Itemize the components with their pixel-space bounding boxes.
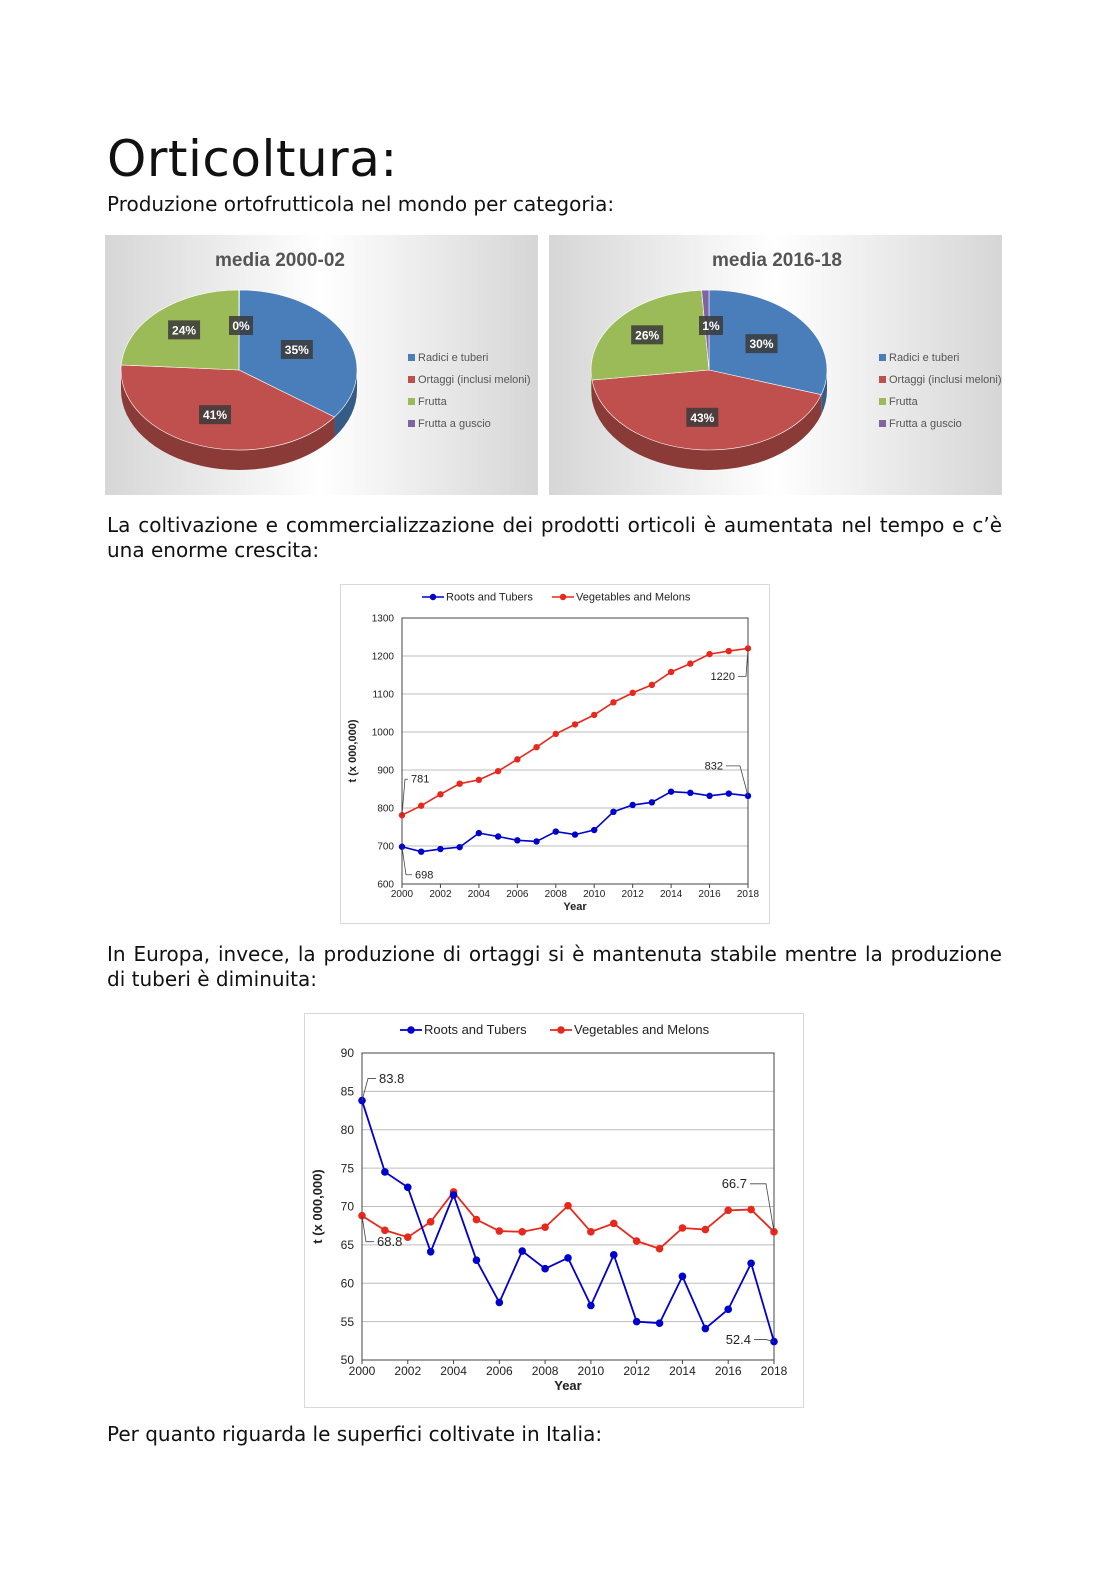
- data-point: [473, 1216, 481, 1224]
- legend-label: Frutta a guscio: [418, 418, 491, 430]
- data-point: [591, 712, 597, 718]
- data-point: [476, 830, 482, 836]
- y-tick-label: 55: [340, 1314, 354, 1329]
- data-point: [418, 803, 424, 809]
- data-point: [533, 838, 539, 844]
- data-point: [587, 1228, 595, 1236]
- data-point: [668, 669, 674, 675]
- data-point: [533, 744, 539, 750]
- legend-swatch: [879, 420, 886, 427]
- x-tick-label: 2010: [583, 889, 606, 900]
- data-point: [427, 1218, 435, 1226]
- data-point: [702, 1325, 710, 1333]
- legend-label: Radici e tuberi: [418, 352, 489, 364]
- data-point: [564, 1202, 572, 1210]
- legend-marker: [407, 1026, 415, 1034]
- data-point: [456, 844, 462, 850]
- legend-label: Ortaggi (inclusi meloni): [889, 374, 1002, 386]
- data-point: [656, 1319, 664, 1327]
- data-point: [495, 833, 501, 839]
- data-point: [427, 1248, 435, 1256]
- y-axis-label: t (x 000,000): [347, 719, 359, 783]
- legend-label: Vegetables and Melons: [574, 1022, 710, 1038]
- data-point: [404, 1184, 412, 1192]
- pie-value-label: 30%: [749, 337, 774, 352]
- data-point: [496, 1299, 504, 1307]
- y-tick-label: 75: [340, 1161, 354, 1176]
- paragraph-europe: In Europa, invece, la produzione di ortaggi si è mantenuta stabile mentre la produzione di tuberi è diminuita:: [107, 942, 1002, 991]
- x-tick-label: 2000: [348, 1364, 376, 1378]
- data-point: [747, 1206, 755, 1214]
- pie-value-label: 0%: [232, 319, 250, 333]
- data-point: [706, 793, 712, 799]
- legend-label: Radici e tuberi: [889, 352, 960, 364]
- data-point: [381, 1168, 389, 1176]
- data-point: [724, 1207, 732, 1215]
- data-point: [656, 1245, 664, 1253]
- paragraph-growth: La coltivazione e commercializzazione dei prodotti orticoli è aumentata nel tempo e c’è una enorme crescita:: [107, 513, 1002, 562]
- x-tick-label: 2018: [760, 1364, 788, 1378]
- legend-swatch: [408, 398, 415, 405]
- data-point: [572, 831, 578, 837]
- y-axis-label: t (x 000,000): [310, 1169, 325, 1244]
- data-point: [629, 690, 635, 696]
- legend-label: Ortaggi (inclusi meloni): [418, 374, 531, 386]
- x-tick-label: 2008: [531, 1364, 559, 1378]
- legend-marker: [557, 1026, 565, 1034]
- pie-value-label: 43%: [690, 410, 715, 425]
- legend-label: Frutta: [889, 396, 918, 408]
- x-tick-label: 2010: [577, 1364, 605, 1378]
- pie-2016-18-title: media 2016-18: [712, 250, 842, 271]
- world-line-chart: [340, 584, 770, 924]
- world-line-chart-svg: [340, 584, 770, 924]
- chart-background: [340, 584, 770, 924]
- annotation-label: 1220: [710, 670, 735, 683]
- x-tick-label: 2012: [621, 889, 644, 900]
- legend-marker: [560, 594, 566, 600]
- data-point: [591, 827, 597, 833]
- europe-line-chart-svg: [304, 1013, 804, 1408]
- y-tick-label: 1000: [371, 727, 394, 739]
- data-point: [726, 648, 732, 654]
- data-point: [610, 809, 616, 815]
- legend-marker: [430, 594, 436, 600]
- data-point: [476, 777, 482, 783]
- legend-label: Frutta a guscio: [889, 418, 962, 430]
- data-point: [518, 1228, 526, 1236]
- legend-swatch: [879, 354, 886, 361]
- legend-swatch: [408, 354, 415, 361]
- data-point: [404, 1233, 412, 1241]
- data-point: [553, 731, 559, 737]
- data-point: [687, 660, 693, 666]
- page-title: Orticoltura:: [107, 130, 398, 188]
- data-point: [726, 790, 732, 796]
- data-point: [679, 1273, 687, 1281]
- x-tick-label: 2004: [467, 889, 491, 900]
- x-tick-label: 2006: [485, 1364, 513, 1378]
- data-point: [702, 1226, 710, 1234]
- x-tick-label: 2018: [736, 889, 760, 900]
- data-point: [541, 1223, 549, 1231]
- x-tick-label: 2012: [623, 1364, 651, 1378]
- y-tick-label: 900: [377, 765, 394, 777]
- data-point: [610, 1220, 618, 1228]
- legend-label: Roots and Tubers: [424, 1022, 527, 1038]
- x-tick-label: 2004: [440, 1364, 467, 1378]
- data-point: [437, 846, 443, 852]
- data-point: [633, 1318, 641, 1326]
- data-point: [649, 799, 655, 805]
- annotation-label: 68.8: [377, 1233, 403, 1249]
- annotation-label: 781: [411, 773, 430, 786]
- data-point: [496, 1227, 504, 1235]
- y-tick-label: 90: [340, 1046, 354, 1061]
- pie-chart-2000-02: [105, 235, 538, 495]
- x-tick-label: 2016: [714, 1364, 742, 1378]
- pie-value-label: 1%: [702, 319, 720, 333]
- data-point: [572, 721, 578, 727]
- legend-swatch: [879, 376, 886, 383]
- pie-value-label: 26%: [635, 328, 660, 343]
- data-point: [706, 651, 712, 657]
- y-tick-label: 800: [377, 803, 394, 815]
- x-tick-label: 2006: [506, 889, 529, 900]
- legend-swatch: [879, 398, 886, 405]
- y-tick-label: 1100: [372, 689, 394, 701]
- x-tick-label: 2014: [669, 1364, 696, 1378]
- y-tick-label: 85: [340, 1084, 354, 1099]
- pie-value-label: 35%: [284, 343, 309, 358]
- data-point: [668, 788, 674, 794]
- y-tick-label: 50: [340, 1353, 354, 1368]
- data-point: [418, 849, 424, 855]
- data-point: [679, 1224, 687, 1232]
- x-tick-label: 2008: [544, 889, 567, 900]
- legend-label: Frutta: [418, 396, 447, 408]
- x-axis-label: Year: [554, 1378, 582, 1393]
- data-point: [610, 699, 616, 705]
- data-point: [649, 682, 655, 688]
- legend-swatch: [408, 376, 415, 383]
- data-point: [473, 1256, 481, 1264]
- data-point: [770, 1338, 778, 1346]
- x-tick-label: 2000: [390, 889, 414, 900]
- annotation-label: 83.8: [379, 1070, 405, 1086]
- x-tick-label: 2014: [659, 889, 683, 900]
- y-tick-label: 1200: [371, 651, 394, 663]
- data-point: [633, 1237, 641, 1245]
- x-tick-label: 2016: [698, 889, 721, 900]
- y-tick-label: 65: [340, 1238, 354, 1253]
- y-tick-label: 600: [377, 879, 394, 891]
- y-tick-label: 80: [340, 1122, 354, 1137]
- y-tick-label: 1300: [371, 613, 394, 625]
- data-point: [587, 1302, 595, 1310]
- paragraph-world-categories: Produzione ortofrutticola nel mondo per categoria:: [107, 192, 615, 216]
- europe-line-chart: [304, 1013, 804, 1408]
- annotation-label: 698: [415, 869, 434, 882]
- x-tick-label: 2002: [394, 1364, 422, 1378]
- y-tick-label: 70: [340, 1199, 354, 1214]
- data-point: [747, 1259, 755, 1267]
- data-point: [564, 1254, 572, 1262]
- legend-label: Vegetables and Melons: [576, 591, 691, 604]
- y-tick-label: 700: [377, 841, 394, 853]
- data-point: [629, 802, 635, 808]
- data-point: [514, 837, 520, 843]
- pie-chart-2016-18: [549, 235, 1002, 495]
- pie-2016-18-svg: [549, 235, 1002, 495]
- data-point: [456, 780, 462, 786]
- x-tick-label: 2002: [429, 889, 452, 900]
- data-point: [450, 1191, 458, 1199]
- data-point: [518, 1247, 526, 1255]
- x-axis-label: Year: [563, 901, 587, 913]
- data-point: [541, 1265, 549, 1273]
- data-point: [687, 790, 693, 796]
- data-point: [724, 1306, 732, 1314]
- pie-2000-02-svg: [105, 235, 538, 495]
- annotation-label: 832: [704, 760, 723, 773]
- annotation-label: 66.7: [721, 1176, 747, 1192]
- data-point: [514, 756, 520, 762]
- data-point: [437, 791, 443, 797]
- data-point: [553, 828, 559, 834]
- y-tick-label: 60: [340, 1276, 354, 1291]
- paragraph-italy-surfaces: Per quanto riguarda le superfici coltivate in Italia:: [107, 1422, 603, 1446]
- legend-label: Roots and Tubers: [446, 591, 533, 604]
- data-point: [358, 1212, 366, 1220]
- pie-2000-02-title: media 2000-02: [215, 250, 345, 271]
- data-point: [610, 1251, 618, 1259]
- annotation-label: 52.4: [725, 1331, 751, 1347]
- pie-value-label: 41%: [203, 408, 228, 423]
- legend-swatch: [408, 420, 415, 427]
- data-point: [495, 768, 501, 774]
- pie-value-label: 24%: [172, 323, 197, 338]
